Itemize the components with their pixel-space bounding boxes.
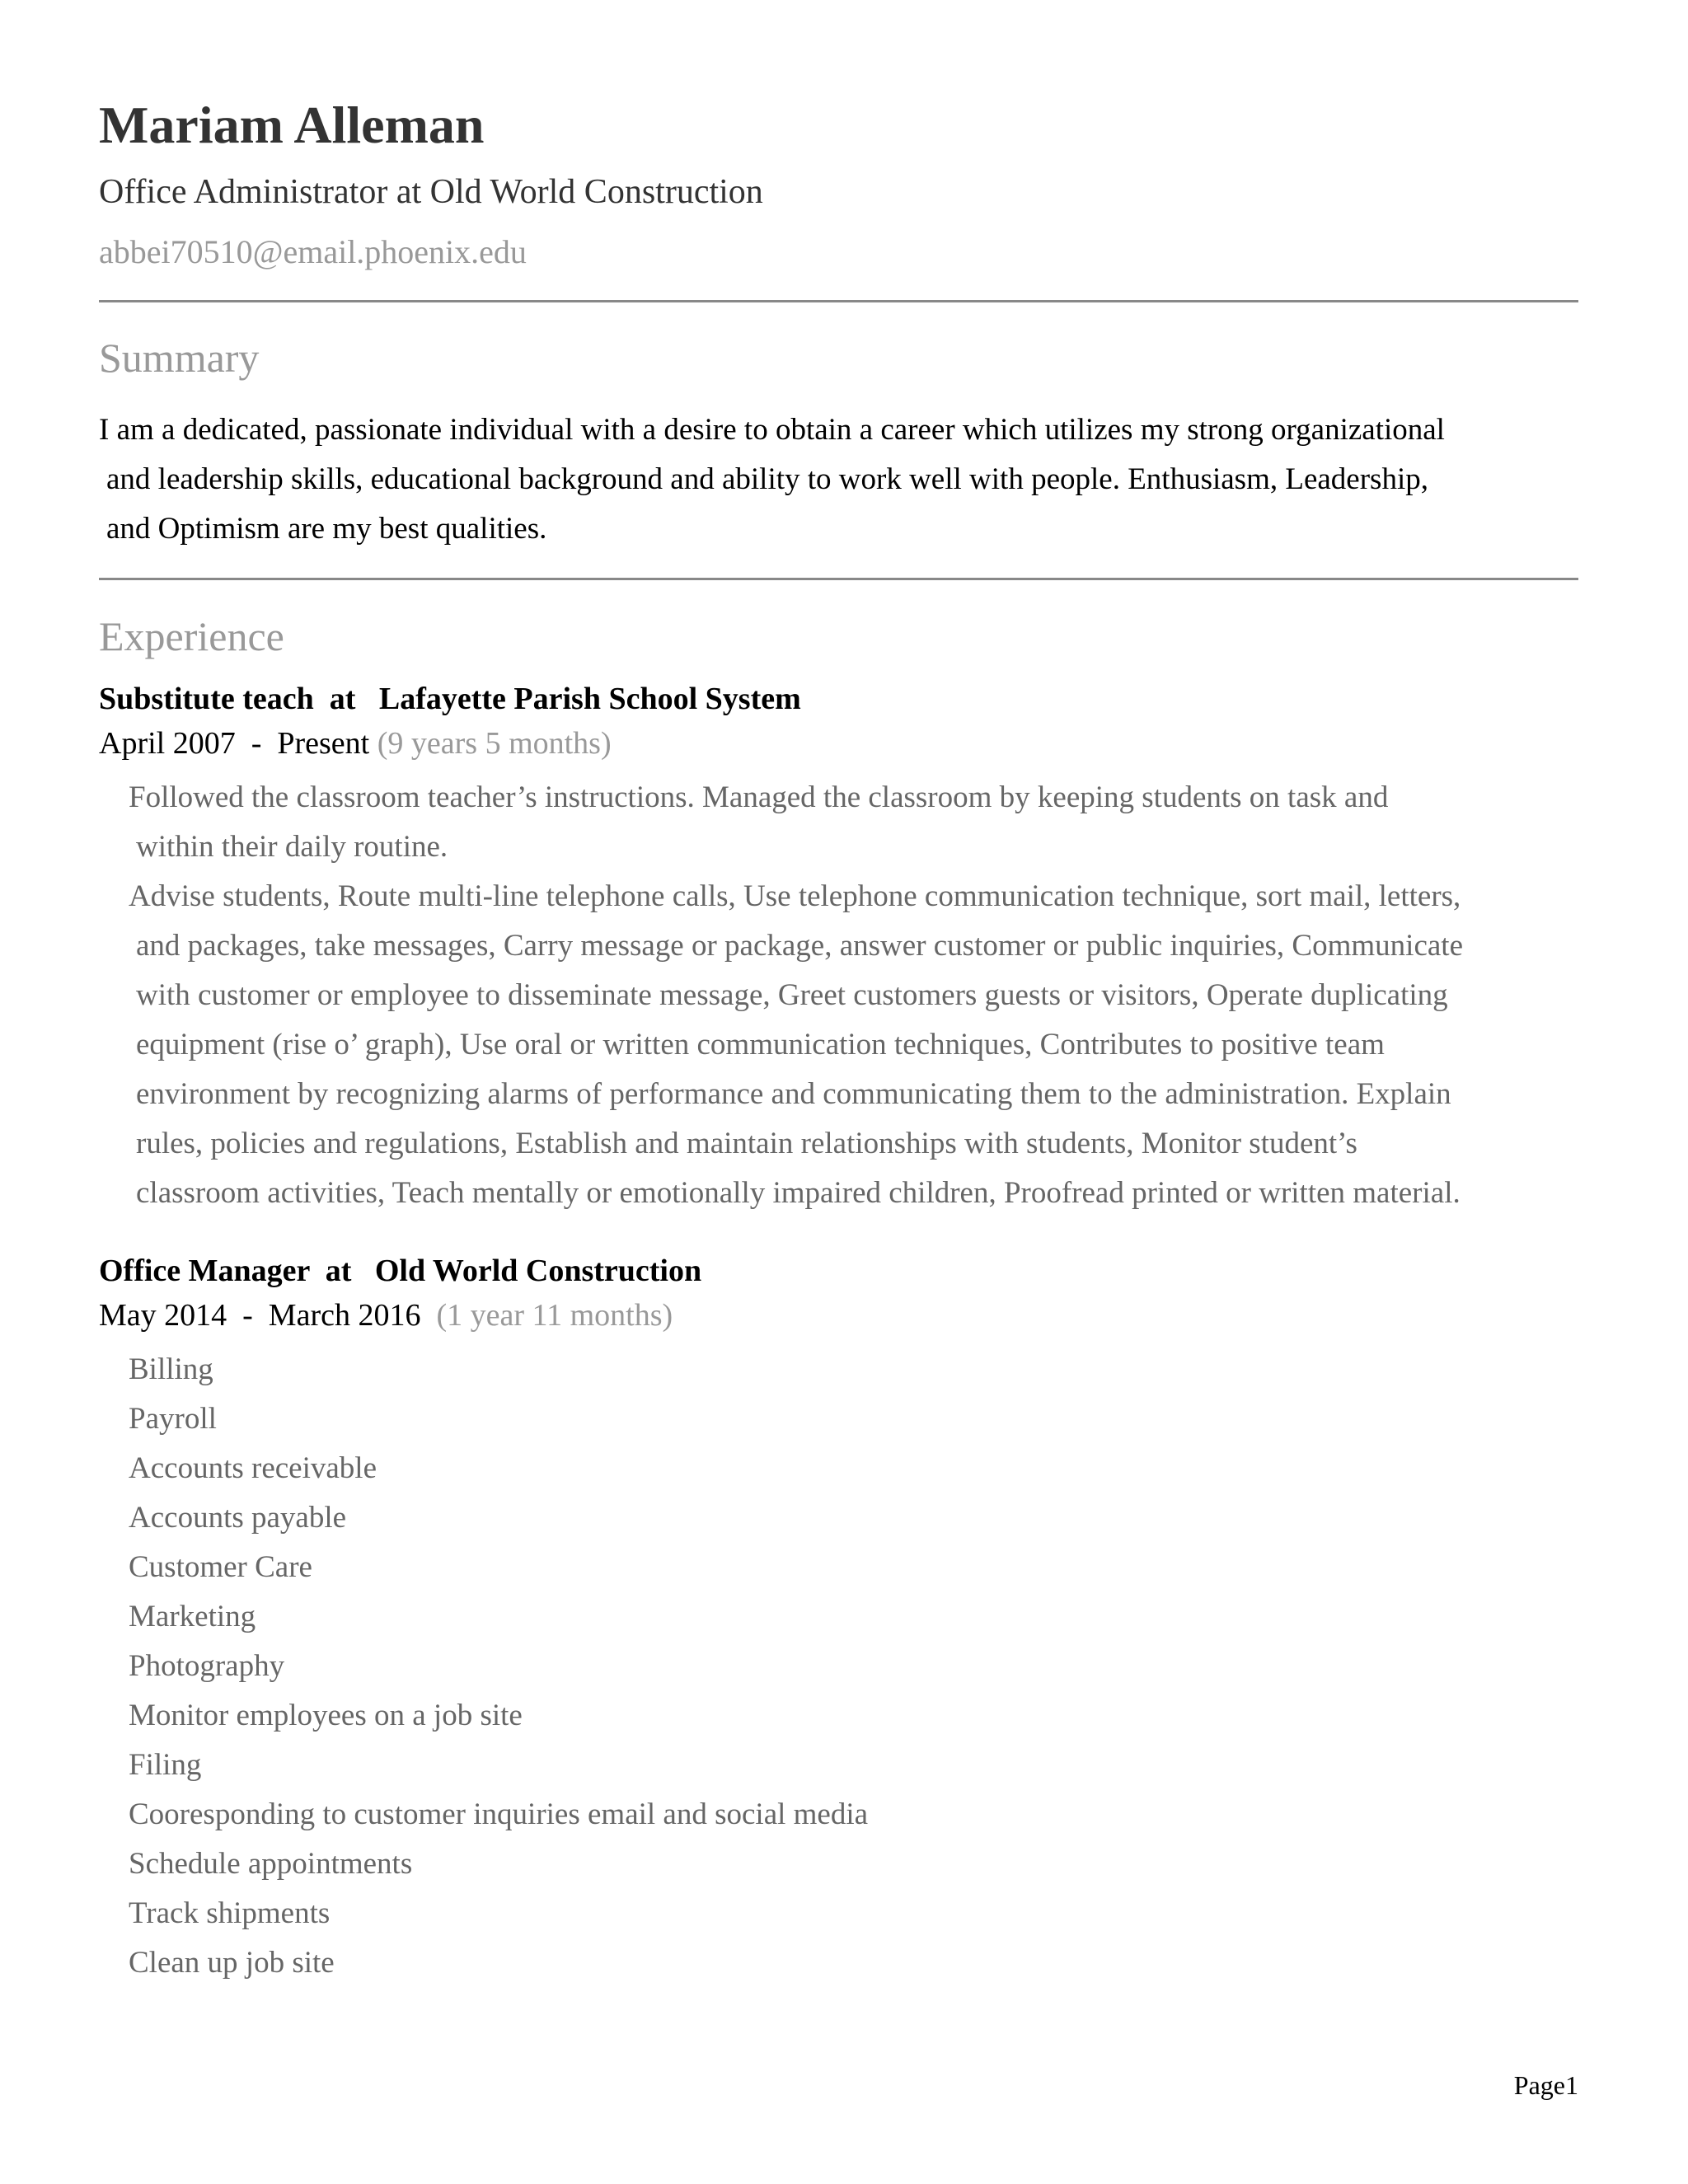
summary-line: and Optimism are my best qualities. (106, 512, 547, 546)
job-dates (99, 1294, 673, 1337)
description-line: within their daily routine. (136, 830, 448, 864)
list-item: Marketing (129, 1600, 256, 1633)
summary-line: and leadership skills, educational background and ability to work well with people. Enthusiasm, Leadership, (106, 462, 1428, 496)
list-item: Billing (129, 1352, 213, 1386)
description-line: classroom activities, Teach mentally or emotionally impaired children, Proofread printed or written material. (136, 1176, 1461, 1210)
list-item: Accounts payable (129, 1501, 347, 1535)
page-number: Page1 (1513, 2070, 1578, 2100)
description-line: rules, policies and regulations, Establish and maintain relationships with students, Monitor student’s (136, 1127, 1357, 1160)
list-item: Cooresponding to customer inquiries email and social media (129, 1797, 869, 1831)
job-date-range: May 2014 - March 2016 (99, 1298, 421, 1333)
description-line: Followed the classroom teacher’s instructions. Managed the classroom by keeping students on task and (129, 780, 1389, 814)
summary-text (99, 405, 1578, 554)
list-item: Customer Care (129, 1550, 312, 1584)
list-item: Payroll (129, 1402, 217, 1436)
job-description (129, 773, 1579, 1218)
job-duration: (9 years 5 months) (377, 726, 612, 761)
summary-heading: Summary (99, 335, 260, 381)
description-line: with customer or employee to disseminate message, Greet customers guests or visitors, Operate duplicating (136, 978, 1448, 1012)
list-item: Photography (129, 1649, 285, 1683)
description-line: and packages, take messages, Carry message or package, answer customer or public inquiries, Communicate (136, 929, 1463, 963)
list-item: Schedule appointments (129, 1847, 413, 1881)
description-line: Advise students, Route multi-line telephone calls, Use telephone communication technique, sort mail, letters, (129, 879, 1461, 913)
list-item: Filing (129, 1748, 202, 1782)
candidate-name: Mariam Alleman (99, 96, 485, 154)
job-dates (99, 722, 612, 765)
list-item: Clean up job site (129, 1946, 335, 1980)
description-line: environment by recognizing alarms of performance and communicating them to the administration. Explain (136, 1077, 1451, 1111)
job-duties-list (129, 1345, 868, 1988)
divider (99, 578, 1578, 580)
job-duration: (1 year 11 months) (436, 1298, 673, 1333)
job-title: Office Manager at Old World Construction (99, 1254, 702, 1288)
divider (99, 300, 1578, 302)
job-date-range: April 2007 - Present (99, 726, 370, 761)
candidate-email[interactable]: abbei70510@email.phoenix.edu (99, 233, 527, 270)
list-item: Monitor employees on a job site (129, 1699, 523, 1732)
job-title: Substitute teach at Lafayette Parish School System (99, 682, 801, 716)
list-item: Accounts receivable (129, 1451, 377, 1485)
list-item: Track shipments (129, 1896, 331, 1930)
summary-line: I am a dedicated, passionate individual with a desire to obtain a career which utilizes my strong organizational (99, 413, 1445, 447)
experience-heading: Experience (99, 613, 284, 659)
candidate-headline: Office Administrator at Old World Construction (99, 173, 763, 211)
description-line: equipment (rise o’ graph), Use oral or written communication techniques, Contributes to positive team (136, 1028, 1385, 1062)
